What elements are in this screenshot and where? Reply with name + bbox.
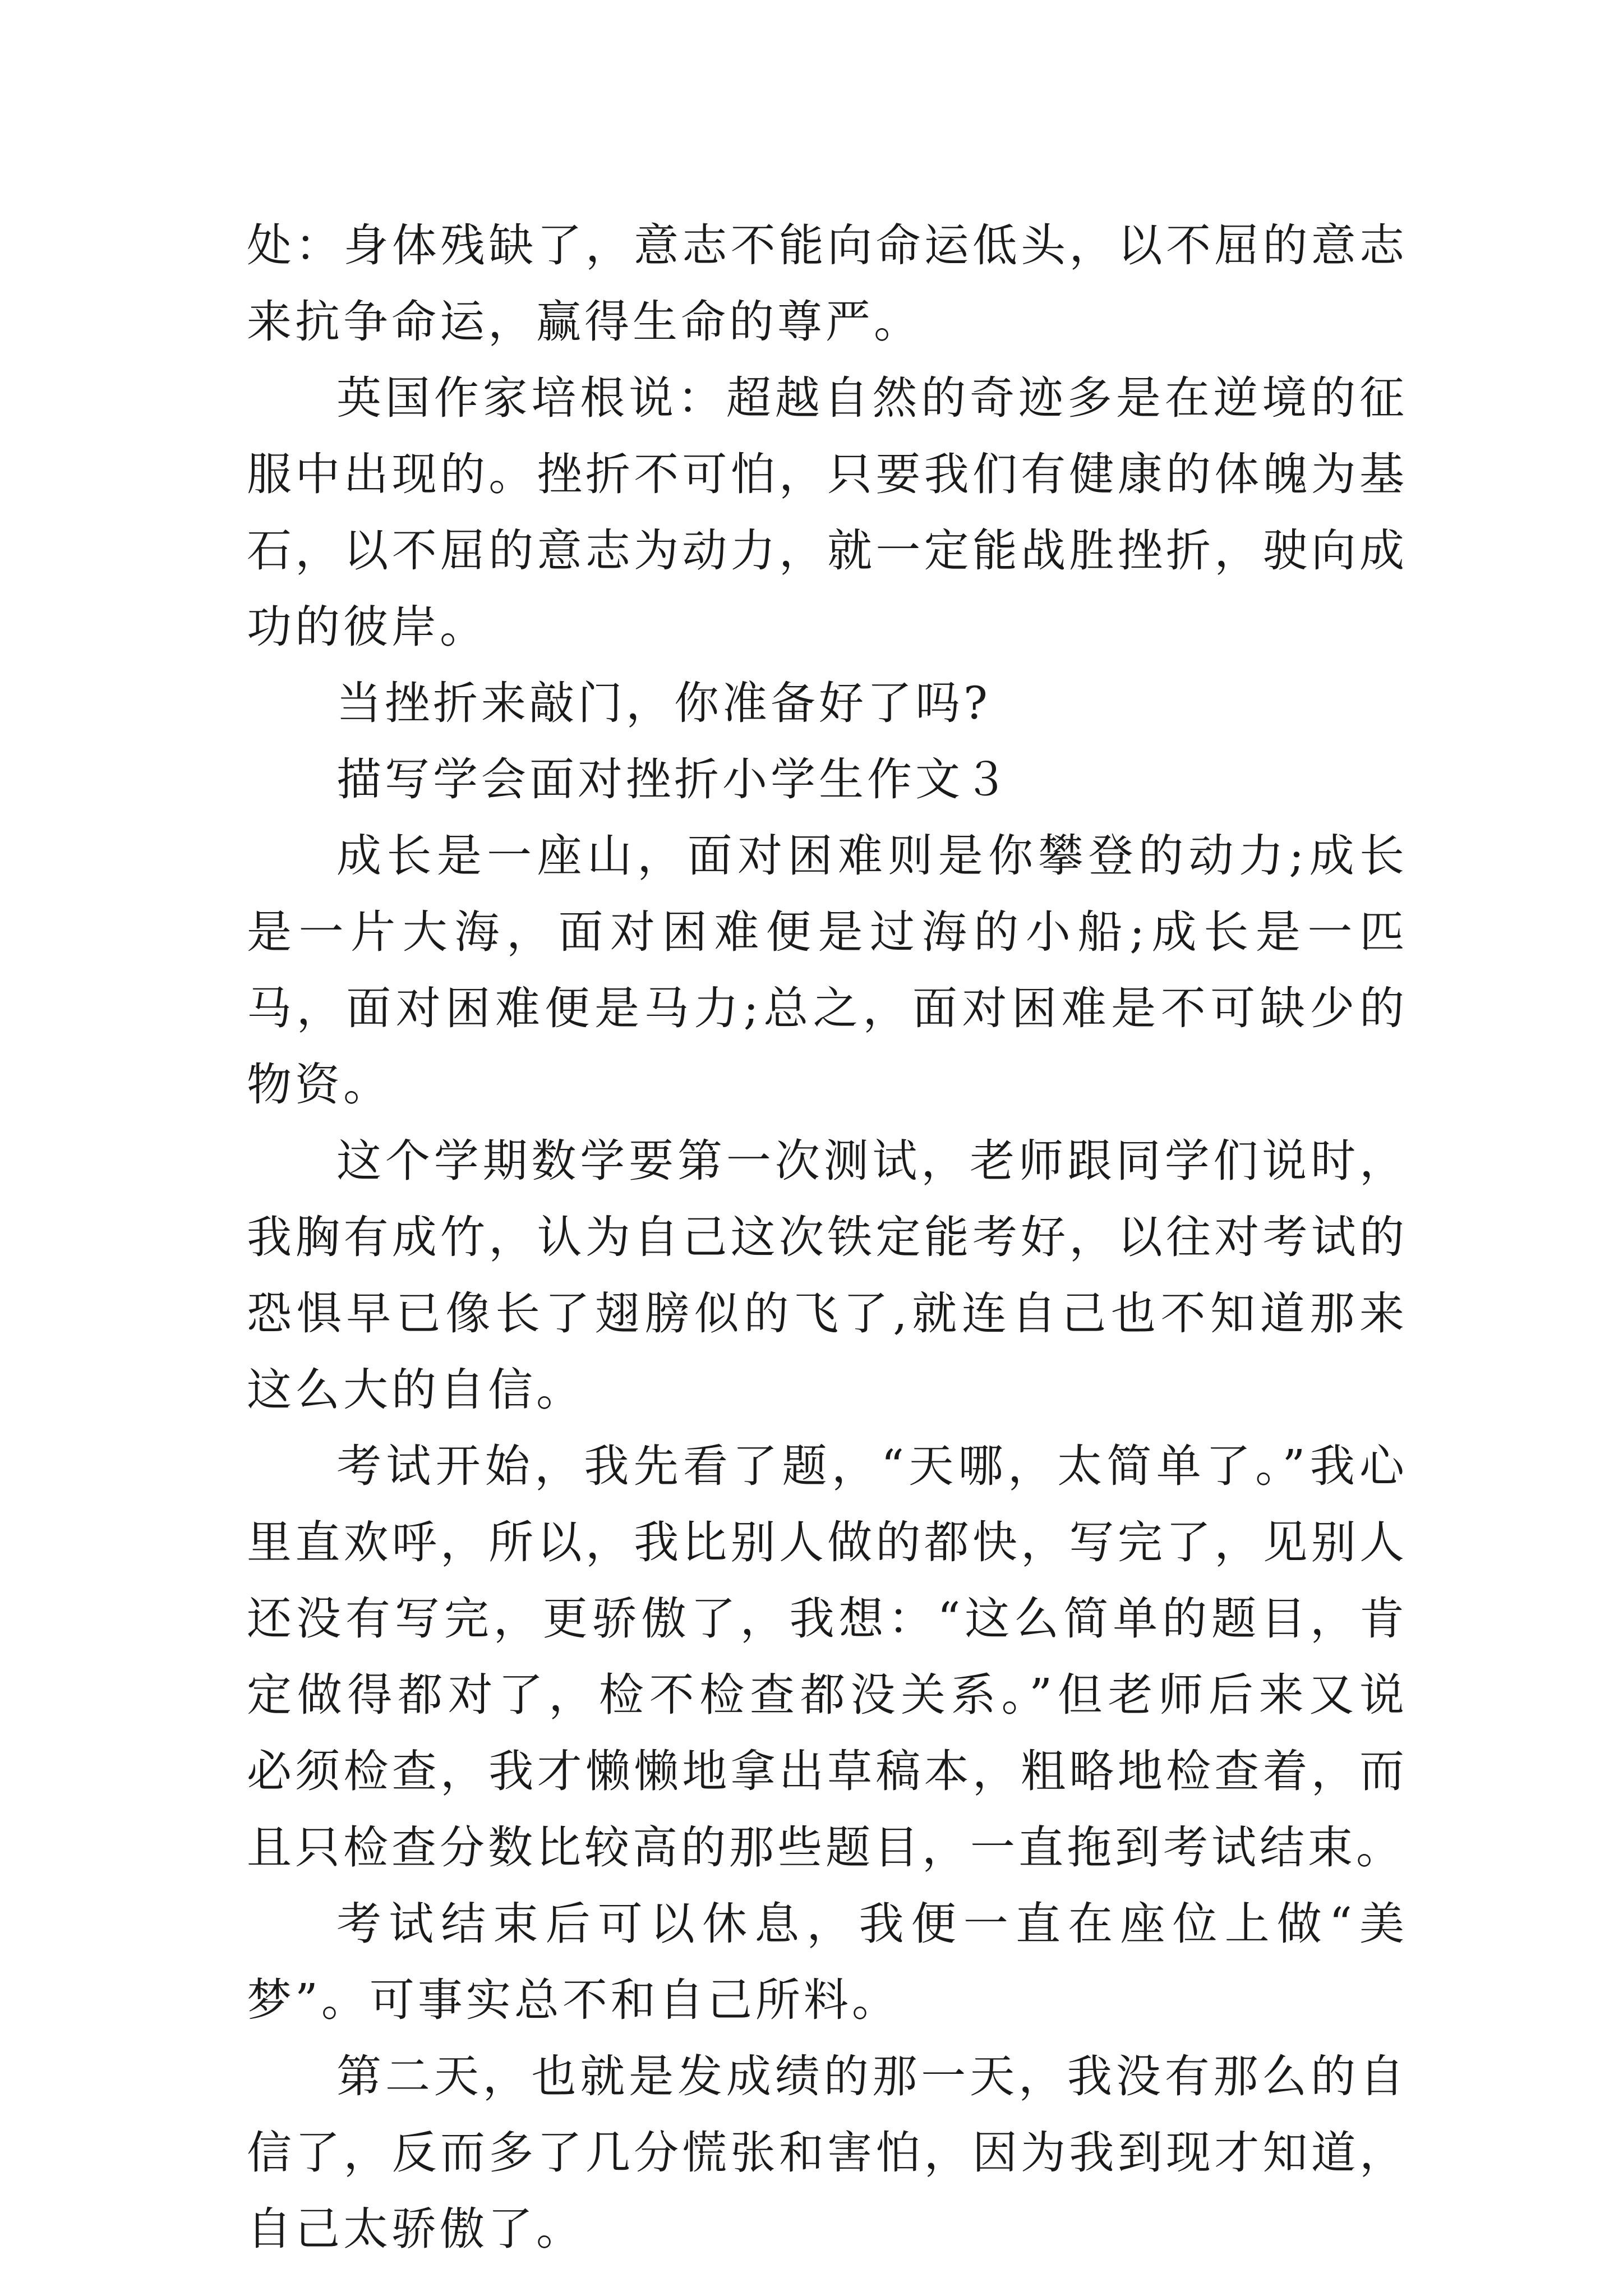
paragraph-2: 英国作家培根说：超越自然的奇迹多是在逆境的征服中出现的。挫折不可怕，只要我们有健康的体魄为基石，以不屈的意志为动力，就一定能战胜挫折，驶向成功的彼岸。 [247, 372, 1408, 653]
paragraph-7: 考试开始，我先看了题，“天哪，太简单了。”我心里直欢呼，所以，我比别人做的都快，写完了，见别人还没有写完，更骄傲了，我想：“这么简单的题目，肯定做得都对了，检不检查都没关系。”但老师后来又说必须检查，我才懒懒地拿出草稿本，粗略地检查着，而且只检查分数比较高的那些题目，一直拖到考试结束。 [247, 1440, 1408, 1874]
section-heading: 描写学会面对挫折小学生作文３ [336, 753, 1012, 806]
paragraph-8: 考试结束后可以休息，我便一直在座位上做“美梦”。可事实总不和自己所料。 [247, 1898, 1408, 2026]
paragraph-1: 处：身体残缺了，意志不能向命运低头，以不屈的意志来抗争命运，赢得生命的尊严。 [247, 219, 1408, 348]
paragraph-3: 当挫折来敲门，你准备好了吗? [336, 677, 991, 729]
document-body [247, 208, 1408, 2267]
paragraph-9: 第二天，也就是发成绩的那一天，我没有那么的自信了，反而多了几分慌张和害怕，因为我到现才知道，自己太骄傲了。 [247, 2050, 1408, 2255]
paragraph-5: 成长是一座山，面对困难则是你攀登的动力;成长是一片大海，面对困难便是过海的小船;成长是一匹马，面对困难便是马力;总之，面对困难是不可缺少的物资。 [247, 830, 1408, 1111]
paragraph-6: 这个学期数学要第一次测试，老师跟同学们说时，我胸有成竹，认为自己这次铁定能考好，以往对考试的恐惧早已像长了翅膀似的飞了,就连自己也不知道那来这么大的自信。 [247, 1135, 1408, 1416]
